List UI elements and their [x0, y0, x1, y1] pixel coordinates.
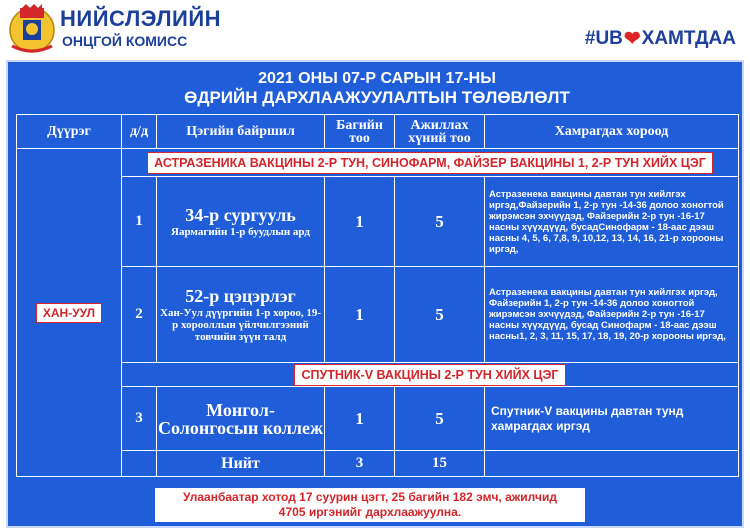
- team-count: 1: [325, 177, 395, 267]
- location-cell: [157, 267, 325, 363]
- worker-count: 5: [395, 267, 485, 363]
- row-index: 2: [122, 267, 157, 363]
- schedule-table: [16, 114, 739, 477]
- section-banner-1: АСТРАЗЕНИКА ВАКЦИНЫ 2-Р ТУН, СИНОФАРМ, ФАЙЗЕР ВАКЦИНЫ 1, 2-Р ТУН ХИЙХ ЦЭГ: [147, 152, 713, 174]
- coverage-text: Спутник-V вакцины давтан тунд хамрагдах иргэд: [485, 387, 739, 451]
- location-address: Хан-Уул дүүргийн 1-р хороо, 19-р хорооллын үйлчилгээний товчийн зүүн талд: [160, 307, 321, 343]
- summary-line-1: Улаанбаатар хотод 17 суурин цэгт, 25 багийн 182 эмч, ажилчид: [183, 490, 557, 504]
- table-row: [17, 387, 739, 451]
- hashtag-prefix: #UB: [584, 27, 623, 49]
- total-workers: 15: [395, 451, 485, 477]
- section-banner-cell: [122, 363, 739, 387]
- header: [0, 0, 750, 56]
- total-label: Нийт: [157, 451, 325, 477]
- worker-count: 5: [395, 387, 485, 451]
- district-badge: ХАН-УУЛ: [36, 303, 102, 323]
- coverage-text: Астразенека вакцины давтан тун хийлгэх иргэд, Файзерийн 1, 2-р тун -14-36 долоо хоногтой жирэмсэн эхчүүдэд, Файзерийн 2-р тун -16-17 насны хүүхдүүд, бусад Синофарм - 18-аас дээш насны1, 2, 3, 11, 15, 17, 18, 19, 20-р хорооны иргэд,: [485, 267, 739, 363]
- location-name: 34-р сургууль: [185, 205, 296, 225]
- row-index: 1: [122, 177, 157, 267]
- section-banner-cell: [122, 149, 739, 177]
- worker-count: 5: [395, 177, 485, 267]
- location-name: Монгол-Солонгосын коллеж: [157, 399, 323, 438]
- section-row: [17, 149, 739, 177]
- location-address: Яармагийн 1-р буудлын ард: [171, 226, 310, 238]
- header-location: Цэгийн байршил: [157, 115, 325, 149]
- schedule-panel: [6, 60, 744, 528]
- org-subtitle: ОНЦГОЙ КОМИСС: [62, 33, 188, 49]
- summary-line-2: 4705 иргэнийг дархлаажуулна.: [278, 505, 462, 519]
- section-row: [17, 363, 739, 387]
- total-teams: 3: [325, 451, 395, 477]
- schedule-date: 2021 ОНЫ 07-Р САРЫН 17-НЫ: [258, 70, 496, 87]
- team-count: 1: [325, 267, 395, 363]
- header-coverage: Хамрагдах хороод: [485, 115, 739, 149]
- hashtag-suffix: ХАМТДАА: [641, 27, 736, 49]
- header-district: Дүүрэг: [17, 115, 122, 149]
- district-cell: [17, 149, 122, 477]
- header-teams: Багийн тоо: [325, 115, 395, 149]
- total-row: [17, 451, 739, 477]
- hashtag: [585, 26, 736, 51]
- row-index: 3: [122, 387, 157, 451]
- schedule-title: ӨДРИЙН ДАРХЛААЖУУЛАЛТЫН ТӨЛӨВЛӨЛТ: [184, 88, 570, 107]
- heart-icon: ❤: [623, 28, 641, 50]
- location-cell: [157, 177, 325, 267]
- total-index-cell: [122, 451, 157, 477]
- location-cell: [157, 387, 325, 451]
- summary-banner: [155, 488, 585, 522]
- team-count: 1: [325, 387, 395, 451]
- table-row: [17, 177, 739, 267]
- coverage-text: Астразенека вакцины давтан тун хийлгэх иргэд,Файзерийн 1, 2-р тун -14-36 долоо хоногтой жирэмсэн эхчүүдэд, Файзерийн 2-р тун -16-17 насны хүүхдүүд, бусадСинофарм - 18-аас дээш насны 4, 5, 6, 7,8, 9, 10,12, 13, 14, 16, 21-р хорооны иргэд,: [485, 177, 739, 267]
- org-title: НИЙСЛЭЛИЙН: [60, 6, 222, 31]
- total-coverage-cell: [485, 451, 739, 477]
- table-row: [17, 267, 739, 363]
- city-emblem-icon: [6, 2, 58, 54]
- header-index: д/д: [122, 115, 157, 149]
- header-workers: Ажиллах хүний тоо: [395, 115, 485, 149]
- section-banner-2: СПУТНИК-V ВАКЦИНЫ 2-Р ТУН ХИЙХ ЦЭГ: [294, 364, 565, 386]
- table-header-row: [17, 115, 739, 149]
- location-name: 52-р цэцэрлэг: [185, 286, 296, 306]
